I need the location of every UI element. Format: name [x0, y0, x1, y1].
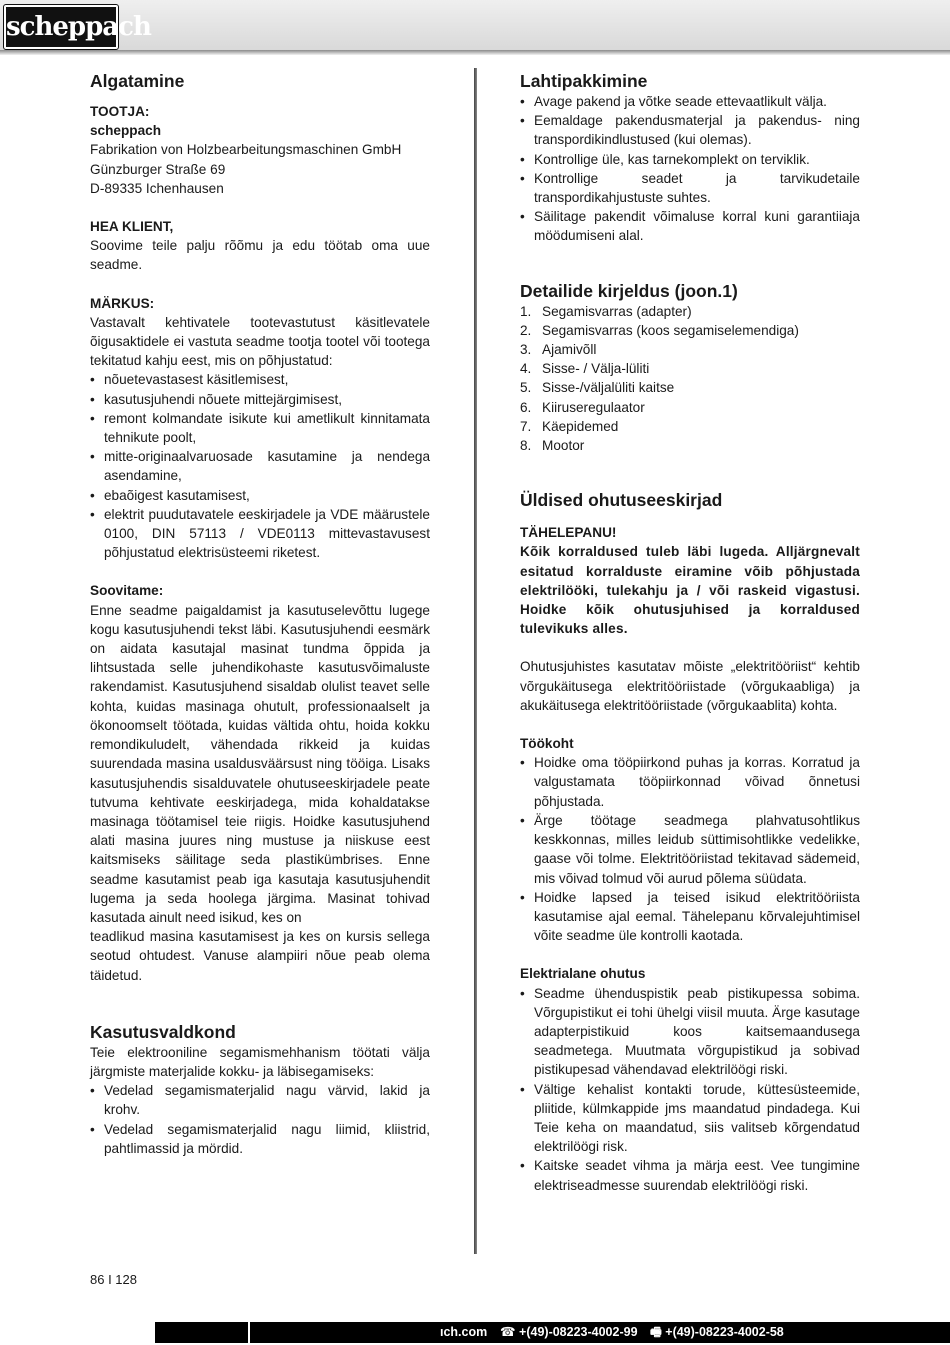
footer-web: ıch.com [440, 1325, 488, 1339]
list-item: • Seadme ühenduspistik peab pistikupessa sobima. Võrgupistikut ei tohi ühelgi viisil muuta. Ärge kasutage adapterpistikuid koos kaitsemaandusega seadmetega. Muutmata võrgupistikud ja sobivad pistikupesad vähendavad elektrilöögi riski. [520, 984, 860, 1080]
list-item: • kasutusjuhendi nõuete mittejärgimisest, [90, 390, 430, 409]
section-title-start: Algatamine [90, 71, 185, 91]
brand-logo: scheppach [4, 5, 118, 49]
recommend-text-2: teadlikud masina kasutamisest ja kes on kursis sellega seotud ohtudest. Vanuse alampiiri nõue peab olema täidetud. [90, 929, 430, 983]
electrical-list [520, 984, 860, 1195]
list-item: • remont kolmandate isikute kui ametlikult kinnitamata tehnikute poolt, [90, 409, 430, 447]
list-item: • Avage pakend ja võtke seade ettevaatlikult välja. [520, 92, 860, 111]
details-list [520, 302, 860, 456]
right-column [520, 70, 860, 1195]
usage-list [90, 1081, 430, 1158]
item-text: Ajamivõll [542, 342, 597, 358]
header-shadow [0, 50, 950, 55]
item-number: 5. [520, 380, 532, 396]
section-title-details: Detailide kirjeldus (joon.1) [520, 280, 738, 301]
unpack-list [520, 92, 860, 246]
usage-text: Teie elektrooniline segamismehhanism töötati välja järgmiste materjalide kokku- ja läbisegamiseks: [90, 1044, 430, 1079]
manufacturer-line: Günzburger Straße 69 [90, 161, 226, 177]
term-text: Ohutusjuhistes kasutatav mõiste „elektritööriist“ kehtib võrgukäitusega elektritööriistade (võrgukaabliga) ja akukäitusega elektritööriistade (võrgukaablita) kohta. [520, 659, 860, 713]
list-item: • Säilitage pakendit võimaluse korral kuni garantiiaja möödumiseni alal. [520, 207, 860, 245]
list-item: • Ärge töötage seadmega plahvatusohtlikus keskkonnas, milles leidub süttimisohtlikke vedelikke, gaase või tolme. Elektritööriistad tekitavad sädemeid, mis võivad tolmud või aurud põlema süüdata. [520, 811, 860, 888]
item-text: Kiiruseregulaator [542, 399, 645, 415]
list-item: • Kontrollige seadet ja tarvikudetaile transpordikahjustuste suhtes. [520, 169, 860, 207]
attention-text: Kõik korraldused tuleb läbi lugeda. Alljärgnevalt esitatud korralduste eiramine võib põhjustada elektrilööki, tulekahju ja / või raskeid vigastusi. Hoidke kõik ohutusjuhised ja korraldused tulevikuks alles. [520, 544, 860, 637]
item-number: 1. [520, 303, 532, 319]
list-item: • Hoidke oma tööpiirkond puhas ja korras. Korratud ja valgustamata tööpiirkonnad võivad õnnetusi põhjustada. [520, 753, 860, 811]
column-divider [474, 68, 477, 1254]
footer-bar [0, 1322, 950, 1343]
list-item [520, 302, 860, 321]
manufacturer-line: Fabrikation von Holzbearbeitungsmaschinen GmbH [90, 142, 402, 158]
note-list [90, 370, 430, 562]
item-number: 7. [520, 418, 532, 434]
list-item: • mitte-originaalvaruosade kasutamine ja nendega asendamine, [90, 447, 430, 485]
manufacturer-label: TOOTJA: [90, 104, 150, 119]
item-number: 4. [520, 361, 532, 377]
recommend-label: Soovitame: [90, 583, 164, 599]
list-item [520, 398, 860, 417]
attention-label: TÄHELEPANU! [520, 525, 617, 541]
list-item: • Hoidke lapsed ja teised isikud elektritööriista kasutamise ajal eemal. Tähelepanu kõrvalejuhtimisel võite seadme üle kontrolli kaotada. [520, 888, 860, 946]
item-text: Sisse-/väljalüliti kaitse [542, 380, 675, 396]
list-item [520, 340, 860, 359]
client-label: HEA KLIENT, [90, 219, 174, 235]
item-text: Segamisvarras (adapter) [542, 303, 692, 319]
item-text: Mootor [542, 438, 585, 454]
recommend-text: Enne seadme paigaldamist ja kasutuselevõttu lugege kogu kasutusjuhendi tekst läbi. Kasutusjuhendi eesmärk on aidata kasutajal masinat tundma õppida ja lihtsustada selle juhendikohaste kasutusvõimaluste rakendamist. Kasutusjuhend sisaldab olulist teavet selle kohta, kuidas masinaga ohutult, professionaalselt ja ökonoomselt töötada, kuidas vältida ohtu, hoida kokku remondikuludelt, vähendada rikkeid ja kuidas suurendada masina usaldusväärsust ning tööiga. Lisaks kasutusjuhendis sisalduvatele ohutuseeskirjadele peate tutvuma kehtivate eeskirjadega, mida kohaldatakse masinaga töötamisel teie riigis. Hoidke kasutusjuhend alati masina juures ning mustuse ja niiskuse eest kaitsmiseks säilitage seda plastikümbrises. Enne seadme kasutamist peab iga kasutaja kasutusjuhendit lugema ja seda hoolega järgima. Masinat tohivad kasutada ainult need isikud, kes on [90, 602, 430, 925]
list-item: • elektrit puudutavatele eeskirjadele ja VDE määrustele 0100, DIN 57113 / VDE0113 mittevastavusest põhjustatud elektrisüsteemi riketest. [90, 505, 430, 563]
list-item: • Vältige kehalist kontakti torude, küttesüsteemide, pliitide, külmkappide jms maandatud pindadega. Kui Teie keha on maandatud, siis valitseb kõrgendatud elektrilöögi risk. [520, 1080, 860, 1157]
list-item [520, 378, 860, 397]
list-item: • Vedelad segamismaterjalid nagu liimid, kliistrid, pahtlimassid ja mördid. [90, 1120, 430, 1158]
list-item [520, 436, 860, 455]
footer-fax: 🖷 +(49)-08223-4002-58 [650, 1325, 784, 1339]
manufacturer-line: D-89335 Ichenhausen [90, 180, 224, 196]
item-number: 6. [520, 399, 532, 415]
electrical-label: Elektrialane ohutus [520, 966, 646, 982]
list-item [520, 417, 860, 436]
list-item: • Kaitske seadet vihma ja märja eest. Vee tungimine elektriseadmesse suurendab elektrilöögi riski. [520, 1156, 860, 1194]
note-label: MÄRKUS: [90, 295, 155, 311]
list-item: • Kontrollige üle, kas tarnekomplekt on terviklik. [520, 150, 860, 169]
footer-block [155, 1322, 248, 1343]
section-title-safety: Üldised ohutuseeskirjad [520, 490, 723, 511]
list-item: • nõuetevastasest käsitlemisest, [90, 370, 430, 389]
item-text: Käepidemed [542, 418, 619, 434]
footer-contact [248, 1322, 950, 1343]
client-text: Soovime teile palju rõõmu ja edu töötab oma uue seadme. [90, 238, 430, 273]
item-number: 8. [520, 438, 532, 454]
section-title-usage: Kasutusvaldkond [90, 1021, 236, 1042]
workplace-label: Töökoht [520, 736, 574, 752]
section-title-unpacking: Lahtipakkimine [520, 71, 648, 91]
page-number: 86 I 128 [90, 1272, 137, 1287]
item-number: 2. [520, 322, 532, 338]
workplace-list [520, 753, 860, 945]
item-text: Segamisvarras (koos segamiselemendiga) [542, 322, 799, 338]
item-number: 3. [520, 342, 532, 358]
left-column [90, 70, 430, 1158]
footer-phone: ☎ +(49)-08223-4002-99 [500, 1325, 638, 1339]
list-item [520, 359, 860, 378]
manufacturer-name: scheppach [90, 123, 162, 139]
header-bar [0, 0, 950, 50]
note-text: Vastavalt kehtivatele tootevastutust käsitlevatele õigusaktidele ei vastuta seadme tootja tootel või tootega tekitatud kahju eest, mis on põhjustatud: [90, 314, 430, 369]
list-item: • ebaõigest kasutamisest, [90, 486, 430, 505]
list-item: • Eemaldage pakendusmaterjal ja pakendus- ning transpordikindlustused (kui olemas). [520, 111, 860, 149]
item-text: Sisse- / Välja-lüliti [542, 361, 650, 377]
list-item: • Vedelad segamismaterjalid nagu värvid, lakid ja krohv. [90, 1081, 430, 1119]
list-item [520, 321, 860, 340]
